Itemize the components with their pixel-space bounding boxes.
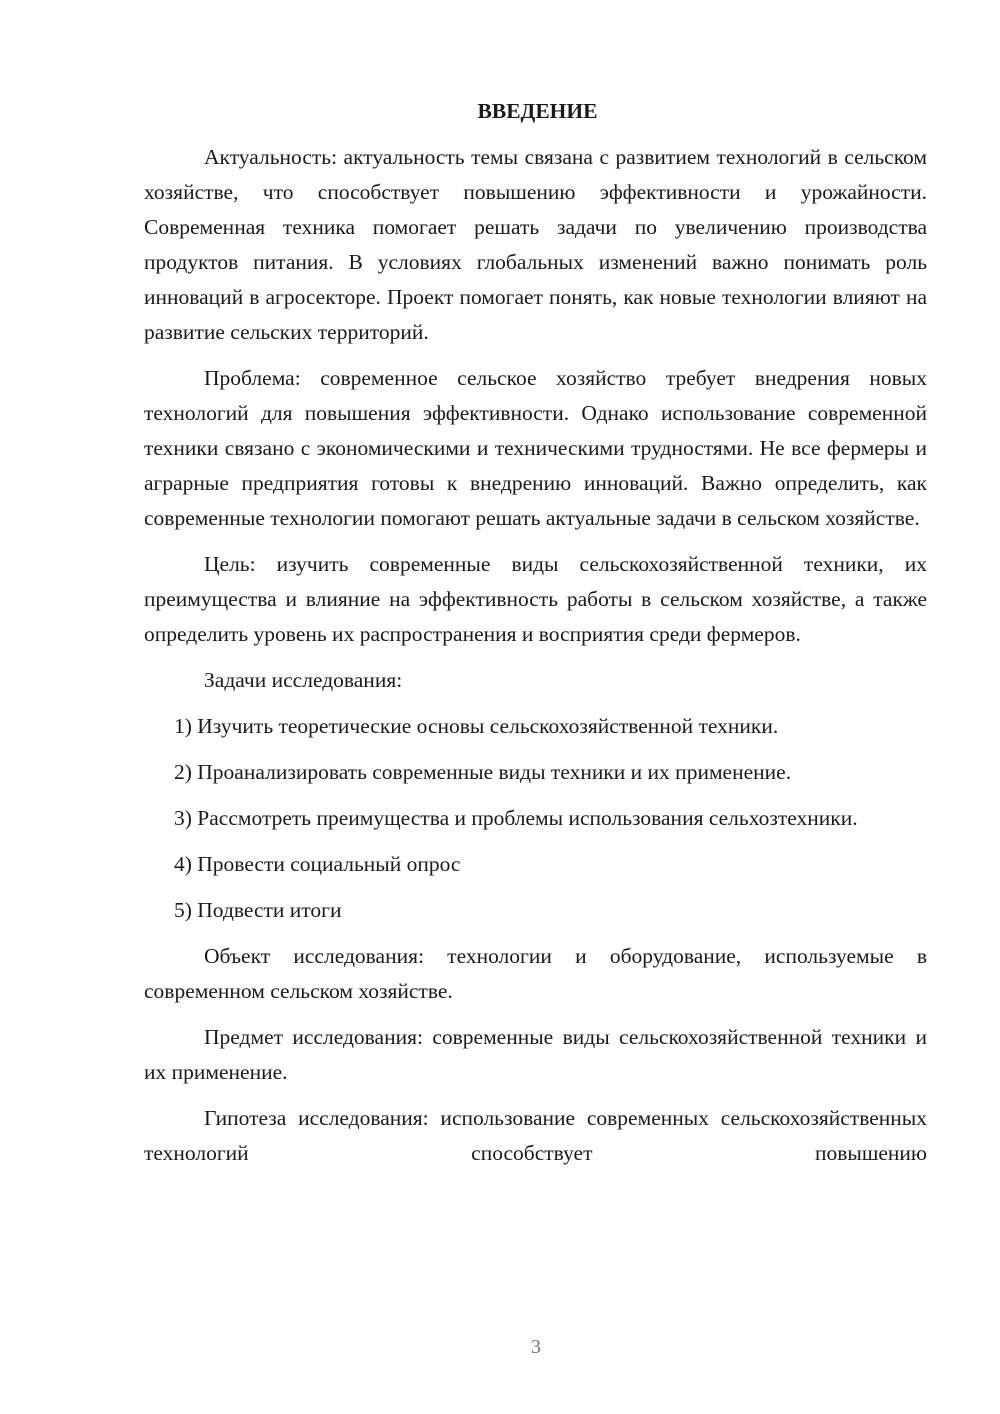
task-item-4: 4) Провести социальный опрос	[174, 852, 461, 876]
paragraph-goal: Цель: изучить современные виды сельскохозяйственной техники, их преимущества и влияние на эффективность работы в сельском хозяйстве, а также определить уровень их распространения и восприятия среди фермеров.	[144, 552, 927, 646]
task-item-1: 1) Изучить теоретические основы сельскохозяйственной техники.	[174, 714, 779, 738]
paragraph-object: Объект исследования: технологии и оборудование, используемые в современном сельском хозяйстве.	[144, 944, 927, 1003]
task-item-5: 5) Подвести итоги	[174, 898, 342, 922]
task-item-2: 2) Проанализировать современные виды техники и их применение.	[174, 760, 792, 784]
paragraph-relevance: Актуальность: актуальность темы связана с развитием технологий в сельском хозяйстве, что способствует повышению эффективности и урожайности. Современная техника помогает решать задачи по увеличению производства продуктов питания. В условиях глобальных изменений важно понимать роль инноваций в агросекторе. Проект помогает понять, как новые технологии влияют на развитие сельских территорий.	[144, 145, 927, 344]
paragraph-problem: Проблема: современное сельское хозяйство требует внедрения новых технологий для повышения эффективности. Однако использование современной техники связано с экономическими и техническими трудностями. Не все фермеры и аграрные предприятия готовы к внедрению инноваций. Важно определить, как современные технологии помогают решать актуальные задачи в сельском хозяйстве.	[144, 366, 927, 530]
paragraph-subject: Предмет исследования: современные виды сельскохозяйственной техники и их применение.	[144, 1025, 927, 1084]
paragraph-tasks-intro: Задачи исследования:	[204, 668, 403, 692]
page-number: 3	[531, 1336, 541, 1358]
task-item-3: 3) Рассмотреть преимущества и проблемы использования сельхозтехники.	[174, 806, 858, 830]
page-content	[144, 94, 927, 1171]
section-heading: ВВЕДЕНИЕ	[477, 99, 598, 123]
paragraph-hypothesis: Гипотеза исследования: использование современных сельскохозяйственных технологий способствует повышению	[144, 1106, 927, 1165]
